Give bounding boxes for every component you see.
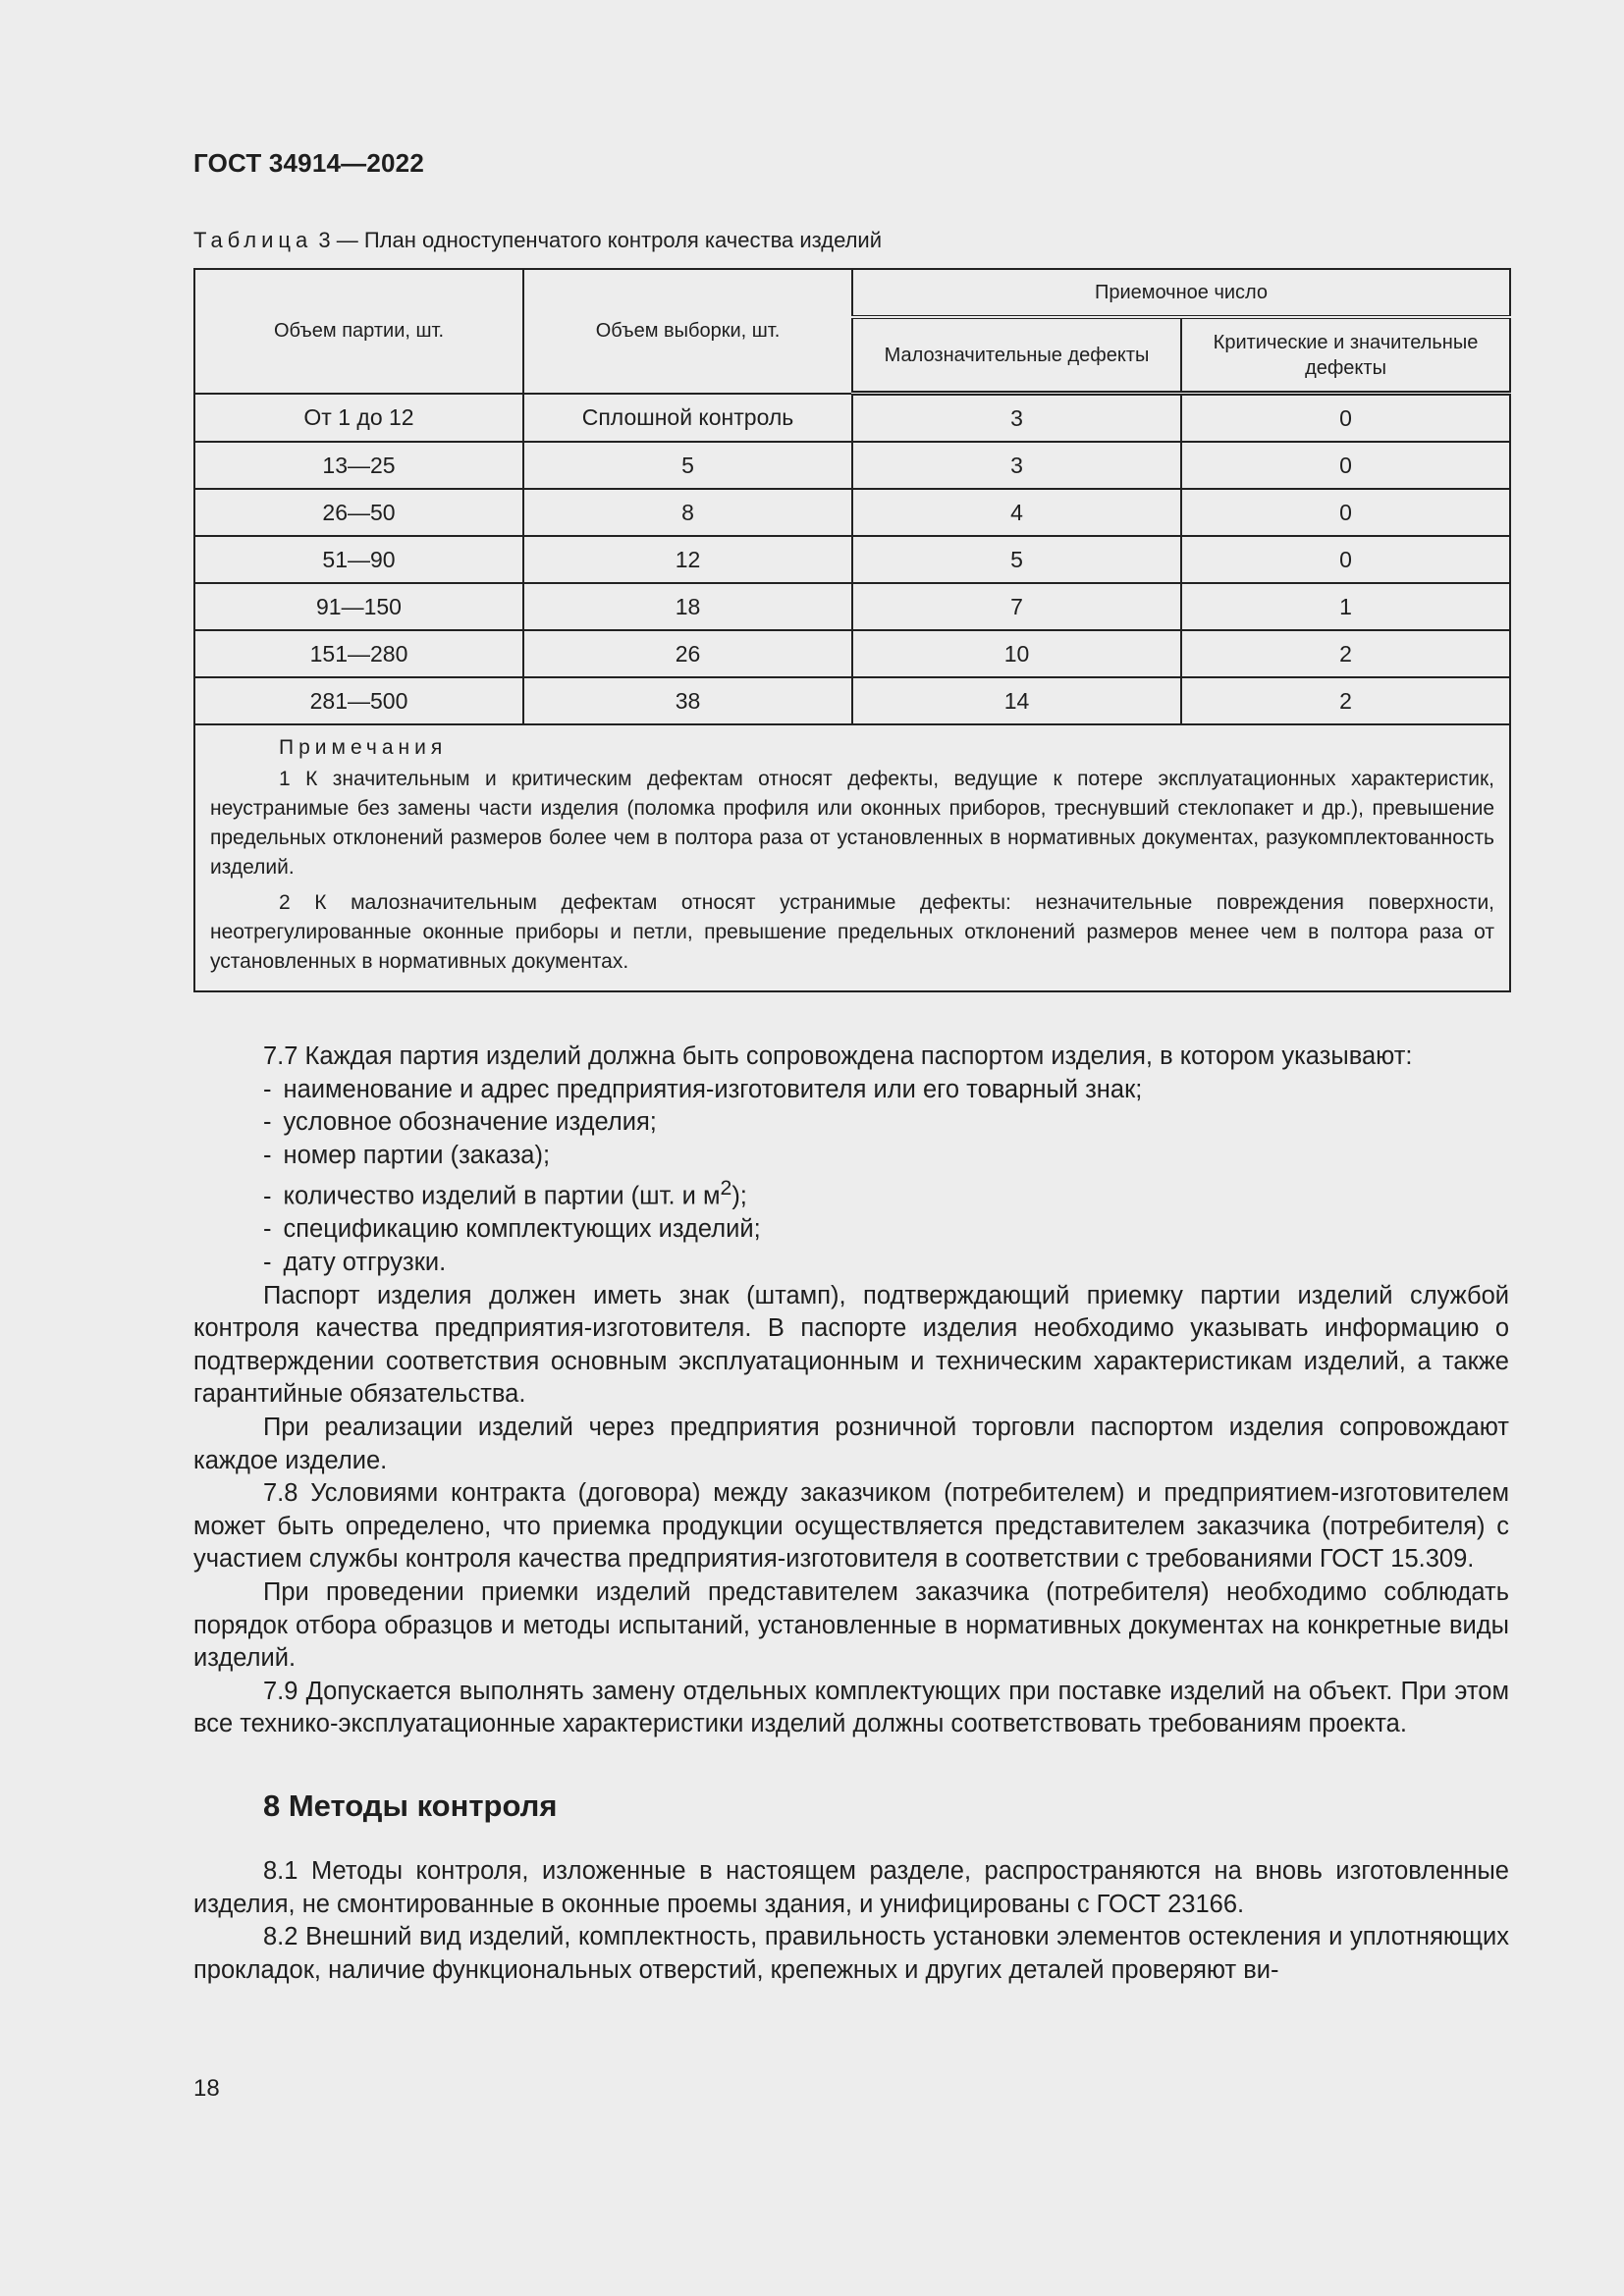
list-item-text: номер партии (заказа); [283,1141,551,1169]
cell-minor: 7 [852,583,1181,630]
cell-minor: 3 [852,442,1181,489]
table-caption [193,228,882,253]
list-dash: - [263,1249,272,1277]
table-notes [194,724,1510,991]
paragraph-retail: При реализации изделий через предприятия розничной торговли паспортом изделия сопровождают каждое изделие. [193,1414,1509,1474]
cell-sample-size: 18 [523,583,852,630]
cell-lot-size: 151—280 [194,630,523,677]
paragraph-8-1: 8.1 Методы контроля, изложенные в настоящем разделе, распространяются на вновь изготовленные изделия, не смонтированные в оконные проемы здания, и унифицированы с ГОСТ 23166. [193,1856,1509,1918]
list-dash: - [263,1141,272,1169]
quality-control-table [193,268,1511,992]
list-dash: - [263,1075,272,1103]
list-item [193,1074,1509,1107]
cell-sample-size: 38 [523,677,852,724]
list-dash: - [263,1182,272,1210]
cell-critical: 2 [1181,677,1510,724]
table-row [194,442,1510,489]
cell-lot-size: 51—90 [194,536,523,583]
list-item [193,1213,1509,1247]
header-lot-size: Объем партии, шт. [194,269,523,394]
list-item [193,1140,1509,1173]
table-notes-row [194,724,1510,991]
cell-sample-size: Сплошной контроль [523,394,852,443]
list-item-text: количество изделий в партии (шт. и м [283,1182,721,1210]
superscript: 2 [720,1176,732,1201]
list-item [193,1172,1509,1213]
cell-minor: 5 [852,536,1181,583]
cell-lot-size: 281—500 [194,677,523,724]
section-8-title: 8 Методы контроля [263,1788,558,1823]
cell-sample-size: 26 [523,630,852,677]
list-item-text: спецификацию комплектующих изделий; [283,1215,761,1244]
cell-minor: 14 [852,677,1181,724]
list-item [193,1106,1509,1140]
paragraph-7-9: 7.9 Допускается выполнять замену отдельных комплектующих при поставке изделий на объект. При этом все технико-эксплуатационные характеристики изделий должны соответствовать требованиям проекта. [193,1677,1509,1738]
list-item-text: условное обозначение изделия; [283,1108,657,1137]
table-caption-label: Таблица [193,228,313,252]
notes-title: Примечания [279,736,448,759]
list-dash: - [263,1215,272,1244]
table-row [194,583,1510,630]
cell-lot-size: 91—150 [194,583,523,630]
cell-critical: 0 [1181,442,1510,489]
cell-minor: 10 [852,630,1181,677]
page-number: 18 [193,2075,220,2102]
table-row [194,677,1510,724]
header-minor-defects: Малозначительные дефекты [852,317,1181,394]
cell-minor: 4 [852,489,1181,536]
table-row [194,630,1510,677]
paragraph-acceptance: При проведении приемки изделий представителем заказчика (потребителя) необходимо соблюдать порядок отбора образцов и методы испытаний, установленные в нормативных документах на конкретные виды изделий. [193,1578,1509,1673]
table-row [194,394,1510,443]
cell-sample-size: 12 [523,536,852,583]
list-item-text: наименование и адрес предприятия-изготовителя или его товарный знак; [283,1075,1143,1103]
list-item [193,1247,1509,1280]
header-acceptance-number: Приемочное число [852,269,1510,317]
note-item: 1 К значительным и критическим дефектам относят дефекты, ведущие к потере эксплуатационных характеристик, неустранимые без замены части изделия (поломка профиля или оконных приборов, треснувший стеклопакет и др.), превышение предельных отклонений размеров более чем в полтора раза от установленных в нормативных документах, разукомплектованность изделий. [210,768,1495,879]
list-dash: - [263,1108,272,1137]
paragraph-7-8: 7.8 Условиями контракта (договора) между заказчиком (потребителем) и предприятием-изготовителем может быть определено, что приемка продукции осуществляется представителем заказчика (потребителя) с участием службы контроля качества предприятия-изготовителя в соответствии с требованиями ГОСТ 15.309. [193,1479,1509,1574]
cell-lot-size: 13—25 [194,442,523,489]
cell-critical: 0 [1181,489,1510,536]
cell-sample-size: 5 [523,442,852,489]
table-caption-text: 3 — План одноступенчатого контроля качества изделий [312,228,882,252]
paragraph-passport: Паспорт изделия должен иметь знак (штамп), подтверждающий приемку партии изделий службой контроля качества предприятия-изготовителя. В паспорте изделия необходимо указывать информацию о подтверждении соответствия основным эксплуатационным и техническим характеристикам изделий, а также гарантийные обязательства. [193,1281,1509,1409]
cell-sample-size: 8 [523,489,852,536]
paragraph-7-7: 7.7 Каждая партия изделий должна быть сопровождена паспортом изделия, в котором указывают: [263,1042,1413,1070]
list-item-tail: ); [731,1182,747,1210]
table-row [194,489,1510,536]
document-header: ГОСТ 34914—2022 [193,148,424,178]
note-item: 2 К малозначительным дефектам относят устранимые дефекты: незначительные повреждения поверхности, неотрегулированные оконные приборы и петли, превышение предельных отклонений размеров менее чем в полтора раза от установленных в нормативных документах. [210,891,1495,973]
cell-critical: 0 [1181,536,1510,583]
body-text [193,1041,1509,1987]
cell-critical: 0 [1181,394,1510,443]
paragraph-8-2: 8.2 Внешний вид изделий, комплектность, правильность установки элементов остекления и уплотняющих прокладок, наличие функциональных отверстий, крепежных и других деталей проверяют ви- [193,1923,1509,1984]
cell-lot-size: От 1 до 12 [194,394,523,443]
table-row [194,536,1510,583]
cell-minor: 3 [852,394,1181,443]
cell-lot-size: 26—50 [194,489,523,536]
header-critical-defects: Критические и значительные дефекты [1181,317,1510,394]
cell-critical: 2 [1181,630,1510,677]
header-sample-size: Объем выборки, шт. [523,269,852,394]
list-item-text: дату отгрузки. [283,1249,447,1277]
cell-critical: 1 [1181,583,1510,630]
